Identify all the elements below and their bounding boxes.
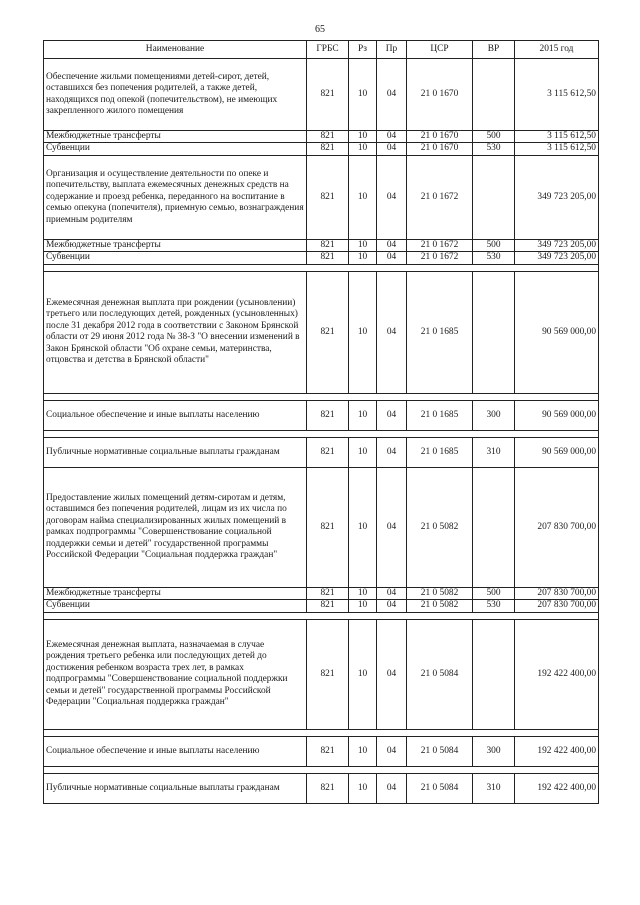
row-vr: 530 [473, 600, 515, 612]
row-pr: 04 [377, 600, 407, 612]
table-row [44, 143, 599, 155]
row-name: Субвенции [44, 143, 307, 155]
row-grbs: 821 [307, 131, 349, 143]
row-vr: 500 [473, 587, 515, 599]
row-rz: 10 [349, 252, 377, 264]
table-row [44, 437, 599, 467]
row-spacer [44, 729, 599, 736]
row-pr: 04 [377, 252, 407, 264]
row-rz: 10 [349, 239, 377, 251]
row-amount: 3 115 612,50 [515, 59, 599, 131]
row-spacer [44, 612, 599, 619]
row-pr: 04 [377, 736, 407, 766]
row-spacer [44, 430, 599, 437]
row-csr: 21 0 1685 [407, 437, 473, 467]
row-grbs: 821 [307, 155, 349, 239]
row-csr: 21 0 1672 [407, 239, 473, 251]
row-amount: 207 830 700,00 [515, 587, 599, 599]
row-vr [473, 467, 515, 587]
row-amount: 349 723 205,00 [515, 252, 599, 264]
table-row [44, 59, 599, 131]
row-name: Социальное обеспечение и иные выплаты населению [44, 400, 307, 430]
row-csr: 21 0 1670 [407, 131, 473, 143]
header-name: Наименование [44, 41, 307, 59]
row-pr: 04 [377, 271, 407, 393]
row-spacer-cell [44, 264, 599, 271]
row-rz: 10 [349, 400, 377, 430]
row-rz: 10 [349, 59, 377, 131]
row-rz: 10 [349, 773, 377, 803]
row-grbs: 821 [307, 437, 349, 467]
row-csr: 21 0 1685 [407, 400, 473, 430]
row-csr: 21 0 5082 [407, 600, 473, 612]
row-name: Публичные нормативные социальные выплаты гражданам [44, 437, 307, 467]
row-spacer-cell [44, 612, 599, 619]
table-body [44, 59, 599, 804]
header-rz: Рз [349, 41, 377, 59]
table-row [44, 467, 599, 587]
row-grbs: 821 [307, 143, 349, 155]
row-vr: 300 [473, 400, 515, 430]
row-amount: 192 422 400,00 [515, 619, 599, 729]
row-grbs: 821 [307, 271, 349, 393]
row-pr: 04 [377, 59, 407, 131]
budget-table [43, 40, 599, 804]
row-grbs: 821 [307, 773, 349, 803]
page-number: 65 [315, 24, 325, 35]
row-pr: 04 [377, 143, 407, 155]
row-pr: 04 [377, 155, 407, 239]
row-vr: 300 [473, 736, 515, 766]
row-amount: 349 723 205,00 [515, 155, 599, 239]
row-rz: 10 [349, 600, 377, 612]
table-row [44, 131, 599, 143]
row-pr: 04 [377, 400, 407, 430]
row-pr: 04 [377, 587, 407, 599]
row-rz: 10 [349, 143, 377, 155]
table-row [44, 252, 599, 264]
row-name: Предоставление жилых помещений детям-сиротам и детям, оставшимся без попечения родителей, лицам из их числа по договорам найма специализированных жилых помещений в рамках подпрограммы "Совершенствование социальной поддержки семьи и детей" государственной программы Российской Федерации "Социальная поддержка граждан" [44, 467, 307, 587]
row-rz: 10 [349, 587, 377, 599]
table-row [44, 587, 599, 599]
row-vr: 310 [473, 437, 515, 467]
row-vr: 500 [473, 131, 515, 143]
row-amount: 207 830 700,00 [515, 600, 599, 612]
row-spacer-cell [44, 766, 599, 773]
row-name: Обеспечение жильми помещениями детей-сирот, детей, оставшихся без попечения родителей, а также детей, находящихся под опекой (попечительством), не имеющих закрепленного жилого помещения [44, 59, 307, 131]
header-row [44, 41, 599, 59]
row-rz: 10 [349, 736, 377, 766]
row-grbs: 821 [307, 587, 349, 599]
row-rz: 10 [349, 271, 377, 393]
row-vr: 310 [473, 773, 515, 803]
row-grbs: 821 [307, 600, 349, 612]
row-name: Публичные нормативные социальные выплаты гражданам [44, 773, 307, 803]
table-row [44, 773, 599, 803]
row-name: Социальное обеспечение и иные выплаты населению [44, 736, 307, 766]
table-row [44, 619, 599, 729]
row-name: Межбюджетные трансферты [44, 239, 307, 251]
row-amount: 349 723 205,00 [515, 239, 599, 251]
row-grbs: 821 [307, 239, 349, 251]
header-vr: ВР [473, 41, 515, 59]
row-amount: 3 115 612,50 [515, 143, 599, 155]
row-grbs: 821 [307, 619, 349, 729]
row-rz: 10 [349, 437, 377, 467]
row-pr: 04 [377, 239, 407, 251]
row-vr: 500 [473, 239, 515, 251]
row-vr [473, 619, 515, 729]
row-name: Ежемесячная денежная выплата, назначаемая в случае рождения третьего ребенка или последующих детей до достижения ребенком возраста трех лет, в рамках подпрограммы "Совершенствование социальной поддержки семьи и детей" государственной программы Российской Федерации "Социальная поддержка граждан" [44, 619, 307, 729]
row-pr: 04 [377, 467, 407, 587]
row-spacer [44, 393, 599, 400]
header-grbs: ГРБС [307, 41, 349, 59]
row-vr [473, 271, 515, 393]
row-csr: 21 0 5082 [407, 587, 473, 599]
row-csr: 21 0 5084 [407, 773, 473, 803]
row-amount: 90 569 000,00 [515, 437, 599, 467]
row-grbs: 821 [307, 736, 349, 766]
row-amount: 3 115 612,50 [515, 131, 599, 143]
row-vr: 530 [473, 252, 515, 264]
row-name: Межбюджетные трансферты [44, 131, 307, 143]
header-csr: ЦСР [407, 41, 473, 59]
row-spacer [44, 264, 599, 271]
table-row [44, 736, 599, 766]
row-csr: 21 0 5084 [407, 736, 473, 766]
row-spacer-cell [44, 729, 599, 736]
row-spacer-cell [44, 430, 599, 437]
header-year: 2015 год [515, 41, 599, 59]
row-spacer-cell [44, 393, 599, 400]
row-name: Субвенции [44, 600, 307, 612]
row-rz: 10 [349, 619, 377, 729]
row-name: Ежемесячная денежная выплата при рождении (усыновлении) третьего или последующих детей, рожденных (усыновленных) после 31 декабря 2012 года в соответствии с Законом Брянской области от 29 июня 2012 года № 38-З "О внесении изменений в Закон Брянской области "Об охране семьи, материнства, отцовства и детства в Брянской области" [44, 271, 307, 393]
row-spacer [44, 766, 599, 773]
row-rz: 10 [349, 131, 377, 143]
row-csr: 21 0 5082 [407, 467, 473, 587]
row-pr: 04 [377, 131, 407, 143]
row-amount: 192 422 400,00 [515, 736, 599, 766]
table-row [44, 600, 599, 612]
row-amount: 90 569 000,00 [515, 400, 599, 430]
row-amount: 207 830 700,00 [515, 467, 599, 587]
table-row [44, 239, 599, 251]
row-rz: 10 [349, 467, 377, 587]
row-grbs: 821 [307, 400, 349, 430]
row-name: Организация и осуществление деятельности по опеке и попечительству, выплата ежемесячных денежных средств на содержание и проезд ребенка, переданного на воспитание в семью опекуна (попечителя), приемную семью, вознаграждения приемным родителям [44, 155, 307, 239]
row-grbs: 821 [307, 467, 349, 587]
row-pr: 04 [377, 773, 407, 803]
row-name: Межбюджетные трансферты [44, 587, 307, 599]
row-grbs: 821 [307, 252, 349, 264]
header-pr: Пр [377, 41, 407, 59]
table-row [44, 400, 599, 430]
row-csr: 21 0 1685 [407, 271, 473, 393]
row-pr: 04 [377, 437, 407, 467]
row-vr [473, 155, 515, 239]
row-csr: 21 0 1670 [407, 143, 473, 155]
row-name: Субвенции [44, 252, 307, 264]
row-pr: 04 [377, 619, 407, 729]
row-amount: 90 569 000,00 [515, 271, 599, 393]
table-row [44, 271, 599, 393]
row-vr: 530 [473, 143, 515, 155]
row-csr: 21 0 1672 [407, 155, 473, 239]
row-rz: 10 [349, 155, 377, 239]
row-grbs: 821 [307, 59, 349, 131]
row-csr: 21 0 1670 [407, 59, 473, 131]
row-amount: 192 422 400,00 [515, 773, 599, 803]
row-csr: 21 0 5084 [407, 619, 473, 729]
table-row [44, 155, 599, 239]
row-vr [473, 59, 515, 131]
row-csr: 21 0 1672 [407, 252, 473, 264]
